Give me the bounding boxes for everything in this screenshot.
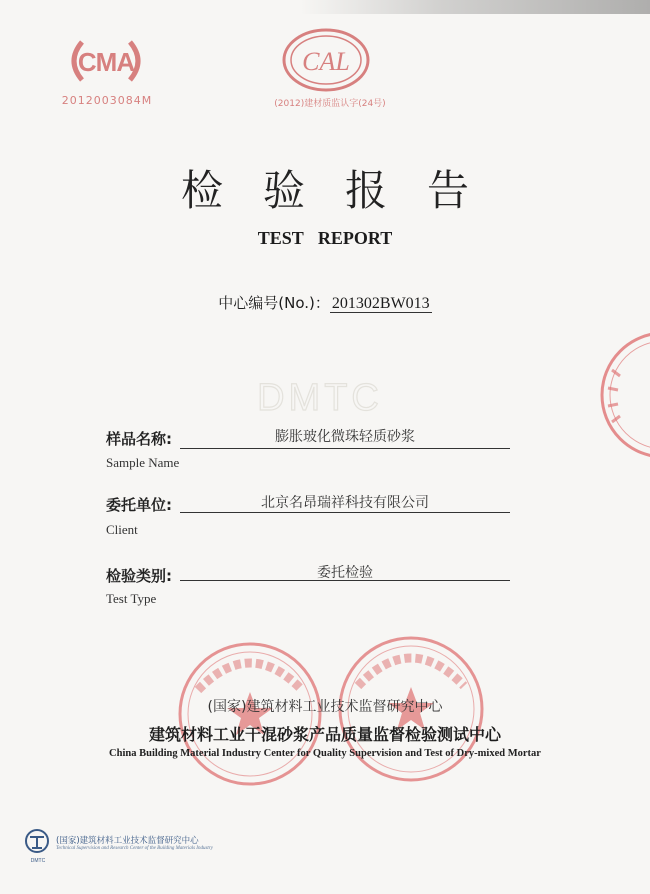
org-name-line1: (国家)建筑材料工业技术监督研究中心 — [207, 699, 443, 715]
center-number-label: 中心编号(No.)： — [218, 294, 330, 312]
sample-name-value: 膨胀玻化微珠轻质砂浆 — [275, 429, 415, 445]
footer-abbr: DMTC — [30, 858, 46, 864]
cal-certificate-text: (2012)建材质监认字(24号) — [274, 99, 386, 109]
report-title-cn: 检验报告 — [180, 166, 509, 215]
client-value: 北京名昂瑞祥科技有限公司 — [261, 495, 429, 511]
org-name-en: China Building Material Industry Center for Quality Supervision and Test of Dry-mixed Mortar — [109, 748, 541, 759]
test-type-label-en: Test Type — [106, 591, 157, 606]
cma-seal-icon — [62, 36, 150, 86]
center-number-value: 201302BW013 — [331, 295, 430, 312]
footer-org-cn: (国家)建筑材料工业技术监督研究中心 — [56, 836, 199, 846]
sample-name-underline — [180, 448, 510, 449]
test-type-label: 检验类别: — [106, 567, 172, 585]
cma-seal-text: CMA — [77, 47, 135, 77]
test-type-value: 委托检验 — [317, 565, 373, 581]
report-title-en: TEST REPORT — [257, 228, 393, 248]
center-number — [0, 292, 650, 313]
cma-code: 2012003084M — [61, 94, 153, 107]
sample-name-label-en: Sample Name — [106, 455, 180, 470]
dmtc-watermark — [200, 378, 440, 418]
test-type-underline — [180, 580, 510, 581]
sample-name-label: 样品名称: — [106, 430, 172, 448]
client-label: 委托单位: — [106, 496, 172, 514]
org-name-line2: 建筑材料工业干混砂浆产品质量监督检验测试中心 — [148, 725, 501, 744]
cal-seal-icon — [278, 26, 374, 94]
watermark-text: DMTC — [257, 378, 383, 418]
client-label-en: Client — [106, 522, 138, 537]
cal-seal-text: CAL — [302, 47, 350, 76]
footer-org-en: Technical Supervision and Research Center of the Building Materials Industry — [56, 846, 213, 851]
dmtc-logo-icon — [24, 828, 50, 858]
client-underline — [180, 512, 510, 513]
scan-edge-shadow — [300, 0, 650, 14]
edge-stamp — [594, 330, 650, 460]
